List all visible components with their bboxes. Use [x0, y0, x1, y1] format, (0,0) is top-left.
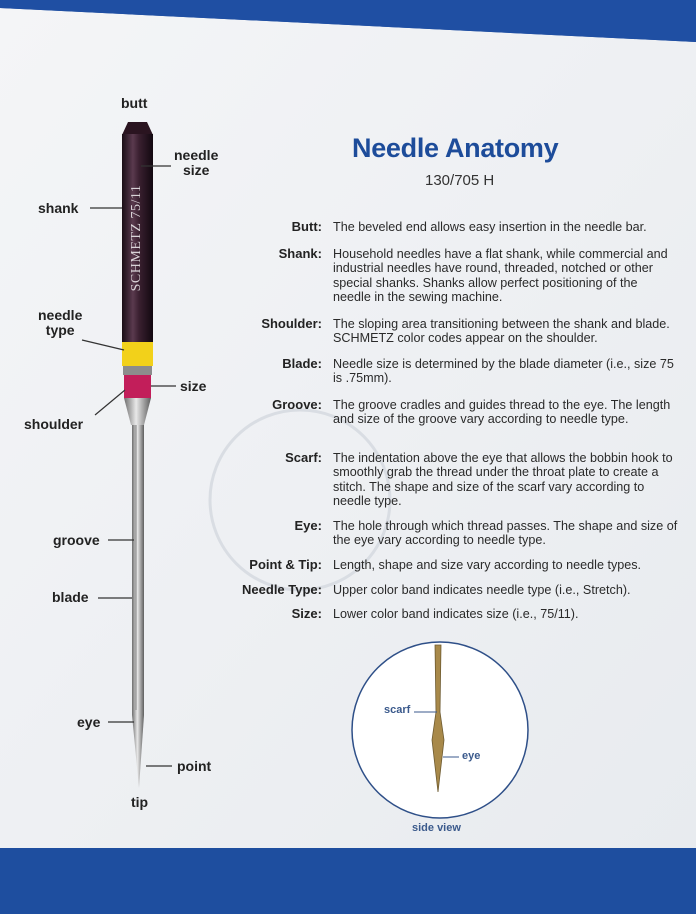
term-needle-type: Needle Type: [242, 582, 322, 597]
term-scarf: Scarf: [285, 450, 322, 465]
side-view-scarf-label: scarf [384, 704, 411, 716]
term-butt: Butt: [291, 219, 322, 234]
needle-brand-text: SCHMETZ 75/11 [129, 184, 144, 292]
label-tip: tip [131, 794, 149, 810]
size-band [124, 375, 151, 398]
def-size: Lower color band indicates size (i.e., 75/11). [333, 607, 579, 621]
term-label: Shank [278, 246, 318, 261]
label-point: point [177, 758, 212, 774]
def-point-tip: Length, shape and size vary according to needle types. [333, 558, 642, 572]
term-label: Size [291, 606, 318, 621]
label-groove: groove [53, 532, 100, 548]
term-size: Size: [291, 606, 322, 621]
page-title: Needle Anatomy [352, 133, 559, 163]
term-point-tip: Point & Tip: [249, 557, 322, 572]
label-size: size [180, 378, 207, 394]
term-label: Blade [282, 356, 318, 371]
def-eye: The hole through which thread passes. The shape and size of the eye vary according to needle type. [333, 519, 678, 548]
def-shank: Household needles have a flat shank, while commercial and industrial needles have round, threaded, notched or other special shanks. Shanks allow perfect positioning of the needle in the sewing machine. [333, 247, 668, 305]
needle-blade [132, 425, 144, 715]
label-shank: shank [38, 200, 79, 216]
term-label: Groove [272, 397, 318, 412]
side-view-caption: side view [412, 822, 461, 834]
label-needle-type-line1: needle [38, 307, 83, 323]
label-needle-size-line1: needle [174, 147, 219, 163]
term-label: Shoulder [261, 316, 318, 331]
needle-type-band [122, 342, 153, 366]
term-label: Eye [294, 518, 318, 533]
term-label: Butt [291, 219, 318, 234]
side-view-eye-label: eye [462, 750, 481, 762]
def-butt: The beveled end allows easy insertion in the needle bar. [333, 220, 647, 234]
label-blade: blade [52, 589, 89, 605]
label-needle-size-line2: size [182, 162, 210, 178]
label-butt: butt [121, 95, 148, 111]
bottom-band [0, 848, 696, 914]
def-blade: Needle size is determined by the blade diameter (i.e., size 75 is .75mm). [333, 357, 674, 386]
term-label: Point & Tip [249, 557, 318, 572]
term-blade: Blade: [282, 356, 322, 371]
label-needle-type-line2: type [45, 322, 75, 338]
def-needle-type: Upper color band indicates needle type (i.e., Stretch). [333, 583, 631, 597]
def-scarf: The indentation above the eye that allows the bobbin hook to smoothly grab the thread under the throat plate to create a stitch. The shape and size of the scarf vary according to needle type. [333, 451, 673, 509]
def-groove: The groove cradles and guides thread to the eye. The length and size of the groove vary according to needle type. [333, 398, 671, 427]
label-needle-type [38, 308, 82, 338]
term-label: Needle Type [242, 582, 318, 597]
label-needle-size [174, 148, 218, 178]
def-shoulder: The sloping area transitioning between the shank and blade. SCHMETZ color codes appear on the shoulder. [333, 317, 670, 346]
term-label: Scarf [285, 450, 318, 465]
label-eye: eye [77, 714, 101, 730]
label-shoulder: shoulder [24, 416, 84, 432]
paper-sheet [0, 8, 696, 850]
term-shoulder: Shoulder: [261, 316, 322, 331]
page-subtitle: 130/705 H [425, 172, 495, 189]
term-shank: Shank: [278, 246, 322, 261]
term-eye: Eye: [294, 518, 322, 533]
term-groove: Groove: [272, 397, 322, 412]
